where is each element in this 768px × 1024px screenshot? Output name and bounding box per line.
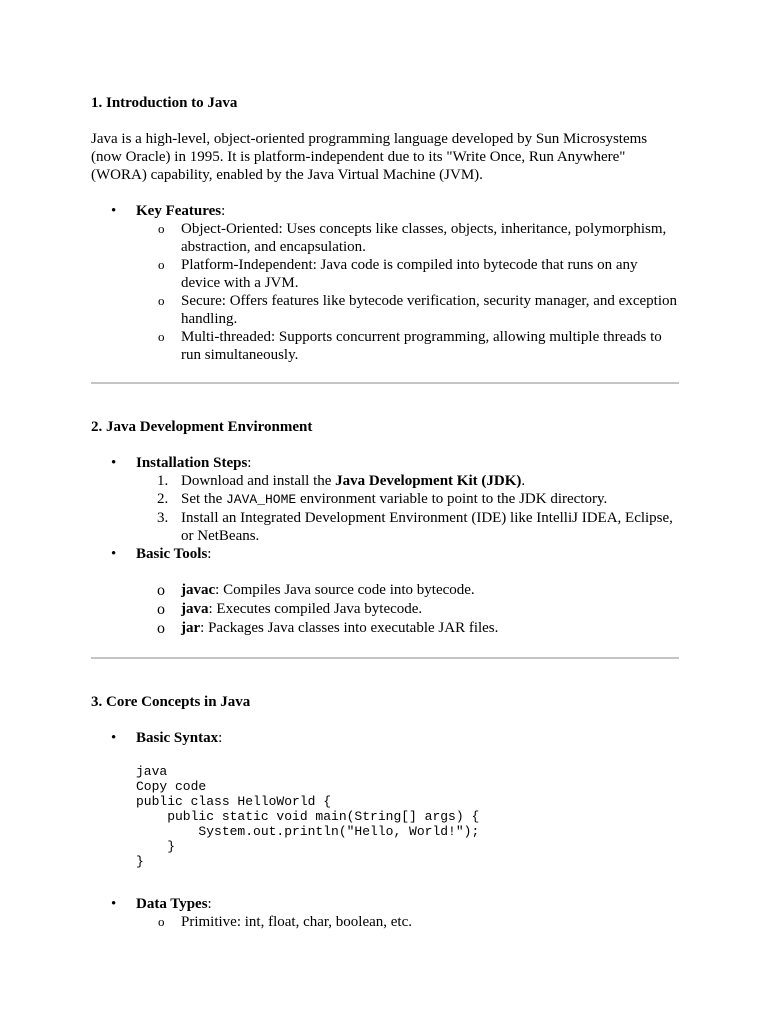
tool-desc: : Compiles Java source code into bytecode. xyxy=(215,582,475,598)
list-item xyxy=(136,256,679,292)
section-heading-core-concepts: 3. Core Concepts in Java xyxy=(91,694,251,710)
list-item xyxy=(91,454,679,545)
feature-text: Multi-threaded: Supports concurrent programming, allowing multiple threads to run simultaneously. xyxy=(181,329,662,363)
circle-bullet-icon: o xyxy=(158,914,165,929)
key-features-label: Key Features xyxy=(136,203,222,219)
list-item xyxy=(136,913,679,931)
list-item xyxy=(136,619,679,638)
bullet-icon: • xyxy=(111,203,117,219)
step-text: environment variable to point to the JDK directory. xyxy=(296,491,608,507)
circle-bullet-icon: o xyxy=(158,221,165,236)
list-item xyxy=(136,220,679,256)
section-heading-dev-environment: 2. Java Development Environment xyxy=(91,419,313,435)
data-type-text: Primitive: int, float, char, boolean, etc. xyxy=(181,914,412,930)
list-item xyxy=(136,509,679,545)
list-item xyxy=(91,895,679,931)
list-item xyxy=(136,490,679,509)
feature-text: Secure: Offers features like bytecode verification, security manager, and exception handling. xyxy=(181,293,677,327)
list-item xyxy=(136,292,679,328)
colon: : xyxy=(207,546,212,562)
feature-text: Platform-Independent: Java code is compiled into bytecode that runs on any device with a JVM. xyxy=(181,257,638,291)
section-heading-introduction: 1. Introduction to Java xyxy=(91,95,238,111)
circle-bullet-icon: o xyxy=(158,257,165,272)
basic-tools-label: Basic Tools xyxy=(136,546,208,562)
list-item xyxy=(136,600,679,619)
list-item xyxy=(91,545,679,638)
step-text: Install an Integrated Development Environment (IDE) like IntelliJ IDEA, Eclipse, or NetBeans. xyxy=(181,510,673,544)
tool-name: java xyxy=(181,601,209,617)
features-sublist xyxy=(136,220,679,364)
step-number: 2. xyxy=(157,491,169,507)
colon: : xyxy=(247,455,252,471)
java-home-code: JAVA_HOME xyxy=(226,492,297,507)
jdk-term: Java Development Kit (JDK) xyxy=(335,473,522,489)
dev-environment-list xyxy=(91,454,679,638)
step-text: Download and install the xyxy=(181,473,336,489)
bullet-icon: • xyxy=(111,896,117,912)
data-types-sublist xyxy=(136,913,679,931)
circle-bullet-icon: o xyxy=(158,293,165,308)
bullet-icon: • xyxy=(111,546,117,562)
circle-bullet-icon: o xyxy=(157,601,165,618)
intro-paragraph: Java is a high-level, object-oriented programming language developed by Sun Microsystems (now Oracle) in 1995. It is platform-independent due to its "Write Once, Run Anywhere" (WORA) capability, enabled by the Java Virtual Machine (JVM). xyxy=(91,131,648,183)
bullet-icon: • xyxy=(111,730,117,746)
key-features-list xyxy=(91,202,679,364)
circle-bullet-icon: o xyxy=(158,329,165,344)
basic-syntax-label: Basic Syntax xyxy=(136,730,219,746)
colon: : xyxy=(218,730,223,746)
colon: : xyxy=(221,203,226,219)
bullet-icon: • xyxy=(111,455,117,471)
code-block: public class HelloWorld { public static void main(String[] args) { System.out.println("Hello, World!"); } } xyxy=(136,794,480,869)
copy-code-label[interactable]: Copy code xyxy=(136,779,207,794)
list-item xyxy=(136,328,679,364)
list-item xyxy=(91,729,679,869)
core-concepts-list xyxy=(91,729,679,931)
step-number: 1. xyxy=(157,473,169,489)
step-number: 3. xyxy=(157,510,169,526)
document-page xyxy=(91,94,679,931)
circle-bullet-icon: o xyxy=(157,620,165,637)
installation-steps-label: Installation Steps xyxy=(136,455,248,471)
feature-text: Object-Oriented: Uses concepts like classes, objects, inheritance, polymorphism, abstraction, and encapsulation. xyxy=(181,221,667,255)
step-text: Set the xyxy=(181,491,226,507)
code-language-label: java xyxy=(136,764,168,779)
tool-name: javac xyxy=(181,582,216,598)
colon: : xyxy=(207,896,212,912)
tool-name: jar xyxy=(181,620,201,636)
tool-desc: : Executes compiled Java bytecode. xyxy=(208,601,423,617)
tool-desc: : Packages Java classes into executable JAR files. xyxy=(200,620,499,636)
list-item xyxy=(91,202,679,364)
list-item xyxy=(136,581,679,600)
circle-bullet-icon: o xyxy=(157,582,165,599)
step-text: . xyxy=(521,473,526,489)
installation-steps xyxy=(136,472,679,545)
data-types-label: Data Types xyxy=(136,896,208,912)
tools-sublist xyxy=(136,581,679,638)
list-item xyxy=(136,472,679,490)
